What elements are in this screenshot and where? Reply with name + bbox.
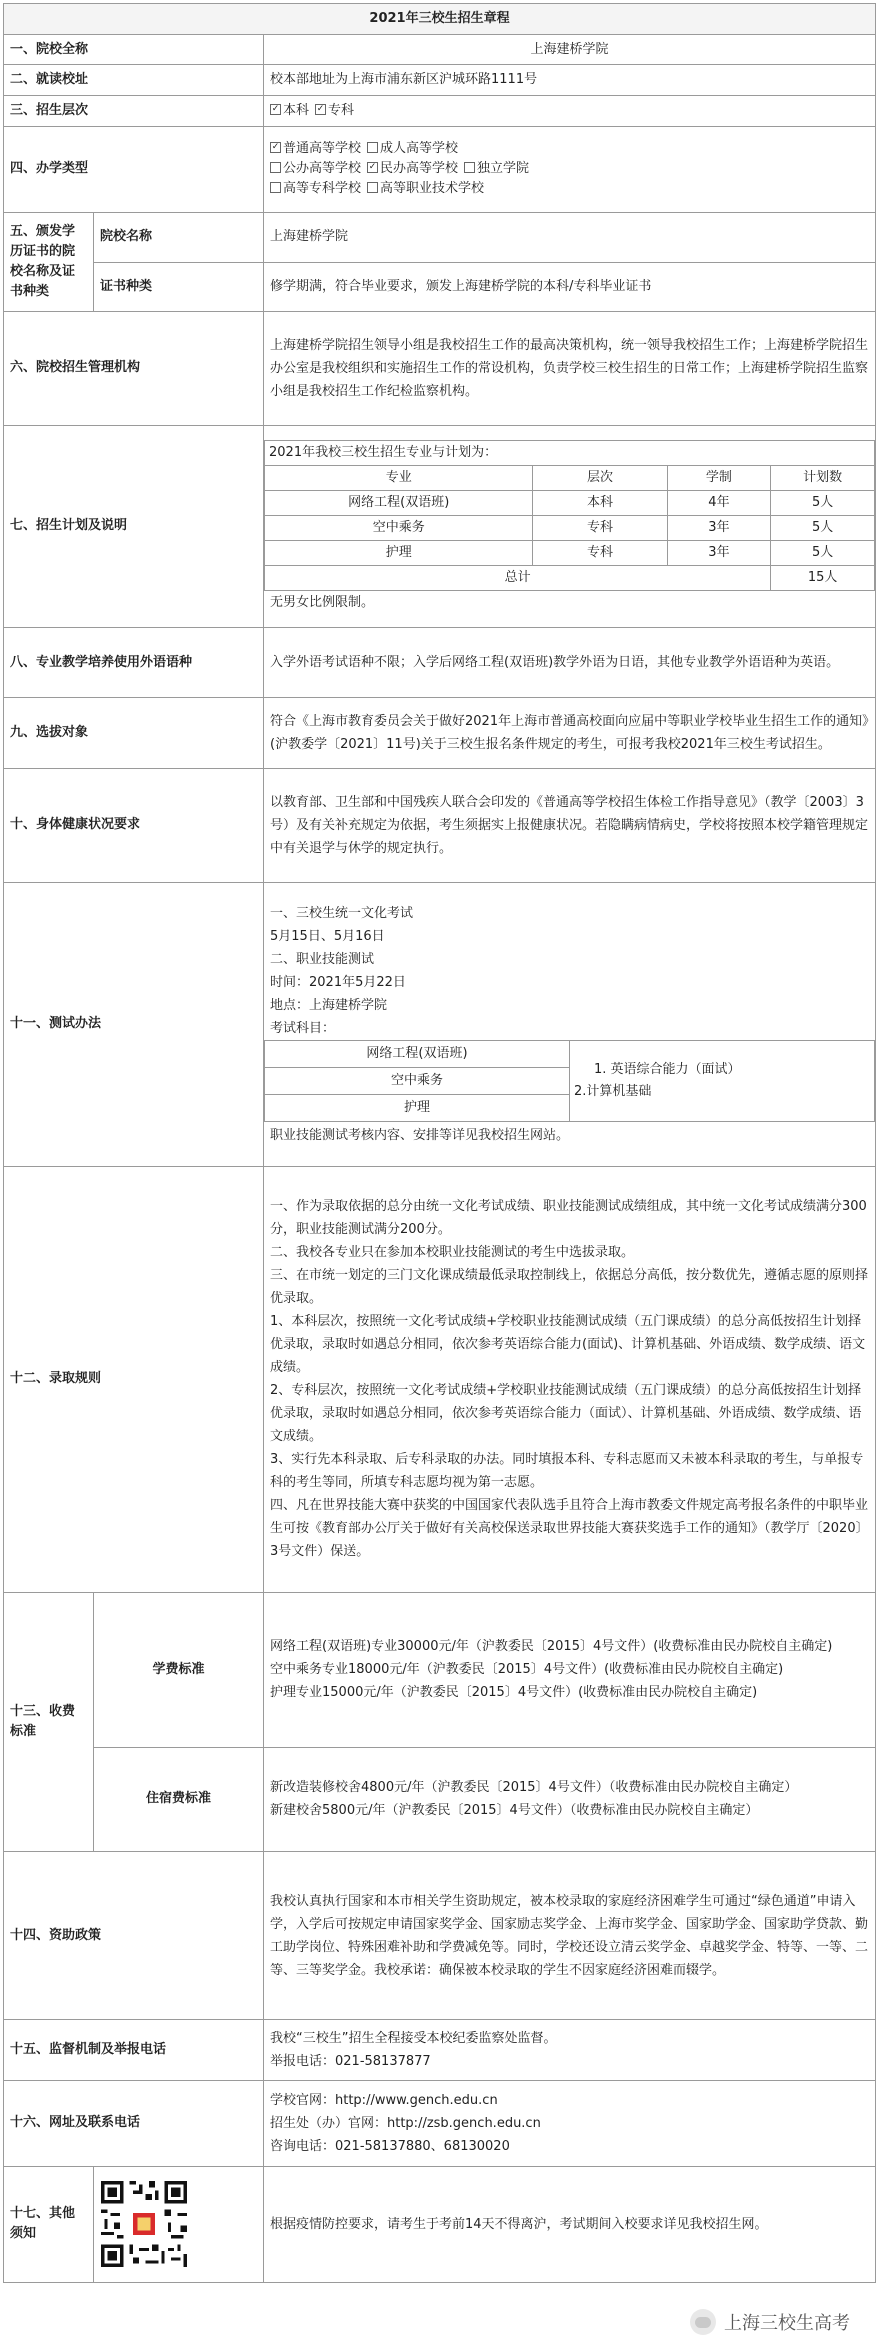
row-enrollment-level — [4, 96, 876, 127]
option-label: 高等职业技术学校 — [380, 181, 485, 197]
consult-phone: 咨询电话：021-58137880、68130020 — [270, 2138, 510, 2154]
fee-line: 护理专业15000元/年（沪教委民〔2015〕4号文件）(收费标准由民办院校自主确定) — [270, 1685, 758, 1701]
test-line: 一、三校生统一文化考试 — [270, 905, 414, 921]
row-financial-aid — [4, 1852, 876, 2020]
row-label: 三、招生层次 — [4, 96, 264, 127]
lodging-line: 新改造装修校舍4800元/年（沪教委民〔2015〕4号文件）（收费标准由民办院校自主确定） — [270, 1780, 798, 1796]
row-health-requirement — [4, 768, 876, 882]
checked-box-icon: ✓ — [316, 103, 325, 114]
wechat-icon — [690, 2309, 716, 2335]
row-label: 十三、收费标准 — [4, 1592, 94, 1851]
unchecked-box-icon — [270, 162, 281, 173]
option-label: 独立学院 — [477, 161, 530, 177]
plan-total-label: 总计 — [265, 565, 771, 590]
checked-box-icon: ✓ — [368, 162, 377, 173]
row-contact — [4, 2080, 876, 2166]
subject-major: 网络工程(双语班) — [265, 1040, 570, 1067]
unchecked-box-icon — [367, 142, 378, 153]
row-label: 十四、资助政策 — [4, 1852, 264, 2020]
watermark-text: 上海三校生高考 — [724, 2313, 850, 2334]
sub-label: 学费标准 — [94, 1592, 264, 1747]
plan-header: 计划数 — [771, 465, 875, 490]
plan-count: 5人 — [771, 490, 875, 515]
row-label: 七、招生计划及说明 — [4, 425, 264, 627]
row-supervision — [4, 2020, 876, 2080]
unchecked-box-icon — [464, 162, 475, 173]
rule-paragraph: 二、我校各专业只在参加本校职业技能测试的考生中选拔录取。 — [270, 1245, 635, 1261]
financial-aid-text: 我校认真执行国家和本市相关学生资助规定，被本校录取的家庭经济困难学生可通过“绿色通道”申请入学，入学后可按规定申请国家奖学金、国家励志奖学金、上海市奖学金、国家助学金、国家助学贷款、勤工助学岗位、特殊困难补助和学费减免等。同时，学校还设立清云奖学金、卓越奖学金、特等、一等、二等、三等奖学金。我校承诺：确保被本校录取的学生不因家庭经济困难而辍学。 — [270, 1893, 869, 1978]
row-label: 十、身体健康状况要求 — [4, 768, 264, 882]
plan-major: 网络工程(双语班) — [265, 490, 533, 515]
checkbox-option — [367, 141, 458, 156]
row-admission-rules — [4, 1166, 876, 1592]
option-label: 公办高等学校 — [283, 161, 362, 177]
foreign-language-text: 入学外语考试语种不限；入学后网络工程(双语班)教学外语为日语，其他专业教学外语语种为英语。 — [270, 655, 840, 671]
row-campus-address — [4, 65, 876, 96]
certificate-school-value: 上海建桥学院 — [264, 213, 876, 262]
plan-count: 5人 — [771, 540, 875, 565]
checked-box-icon: ✓ — [271, 103, 280, 114]
rule-paragraph: 三、在市统一划定的三门文化课成绩最低录取控制线上，依据总分高低，按分数优先，遵循志愿的原则择优录取。 — [270, 1268, 869, 1307]
option-label: 专科 — [328, 102, 355, 118]
rule-paragraph: 一、作为录取依据的总分由统一文化考试成绩、职业技能测试成绩组成，其中统一文化考试成绩满分300分，职业技能测试满分200分。 — [270, 1199, 867, 1238]
plan-level: 本科 — [533, 490, 667, 515]
eligible-applicants-text: 符合《上海市教育委员会关于做好2021年上海市普通高校面向应届中等职业学校毕业生招生工作的通知》(沪教委学〔2021〕11号)关于三校生报名条件规定的考生，可报考我校2021年三校生考试招生。 — [270, 714, 869, 753]
table-title: 2021年三校生招生章程 — [4, 4, 876, 35]
checkbox-option — [270, 141, 361, 156]
sub-label: 住宿费标准 — [94, 1747, 264, 1852]
row-admission-office — [4, 312, 876, 426]
unchecked-box-icon — [270, 182, 281, 193]
lodging-line: 新建校舍5800元/年（沪教委民〔2015〕4号文件）（收费标准由民办院校自主确定） — [270, 1803, 759, 1819]
plan-count: 5人 — [771, 515, 875, 540]
option-label: 成人高等学校 — [380, 141, 459, 157]
plan-major: 护理 — [265, 540, 533, 565]
checkbox-option — [270, 161, 361, 176]
test-line: 时间：2021年5月22日 — [270, 974, 406, 990]
plan-header: 专业 — [265, 465, 533, 490]
type-line-3 — [270, 179, 869, 199]
fee-line: 网络工程(双语班)专业30000元/年（沪教委民〔2015〕4号文件）(收费标准由民办院校自主确定) — [270, 1639, 833, 1655]
plan-level: 专科 — [533, 540, 667, 565]
rule-paragraph: 四、凡在世界技能大赛中获奖的中国国家代表队选手且符合上海市教委文件规定高考报名条件的中职毕业生可按《教育部办公厅关于做好有关高校保送录取世界技能大赛获奖选手工作的通知》（教学厅〔2020〕3号文件）保送。 — [270, 1498, 869, 1560]
subject-major: 护理 — [265, 1094, 570, 1121]
plan-row — [265, 515, 875, 540]
row-label: 十二、录取规则 — [4, 1166, 264, 1592]
type-line-2 — [270, 159, 869, 179]
subject-major: 空中乘务 — [265, 1067, 570, 1094]
plan-table — [264, 440, 875, 591]
row-school-name — [4, 34, 876, 65]
qr-code-icon[interactable] — [98, 2178, 190, 2270]
row-label: 十一、测试办法 — [4, 882, 264, 1166]
plan-major: 空中乘务 — [265, 515, 533, 540]
plan-header: 层次 — [533, 465, 667, 490]
row-label: 十五、监督机制及举报电话 — [4, 2020, 264, 2080]
official-site-link[interactable]: 学校官网：http://www.gench.edu.cn — [270, 2092, 498, 2108]
sub-label: 证书种类 — [94, 262, 264, 311]
rule-paragraph: 2、专科层次，按照统一文化考试成绩+学校职业技能测试成绩（五门课成绩）的总分高低按招生计划择优录取，录取时如遇总分相同，依次参考英语综合能力（面试）、计算机基础、外语成绩、数学成绩、语文成绩。 — [270, 1383, 862, 1445]
row-label: 十六、网址及联系电话 — [4, 2080, 264, 2166]
row-label: 十七、其他须知 — [4, 2166, 94, 2282]
subject-table — [264, 1040, 875, 1122]
plan-title: 2021年我校三校生招生专业与计划为： — [265, 440, 875, 465]
school-name-value: 上海建桥学院 — [264, 34, 876, 65]
option-label: 高等专科学校 — [283, 181, 362, 197]
plan-level: 专科 — [533, 515, 667, 540]
subject-content — [570, 1040, 875, 1121]
plan-row — [265, 540, 875, 565]
subject-content-2: 2.计算机基础 — [574, 1083, 652, 1099]
plan-years: 3年 — [667, 515, 771, 540]
test-line: 考试科目： — [270, 1020, 336, 1036]
type-line-1 — [270, 139, 869, 159]
row-eligible-applicants — [4, 698, 876, 768]
checkbox-option — [270, 181, 361, 196]
school-type-options — [264, 126, 876, 212]
campus-address-value: 校本部地址为上海市浦东新区沪城环路1111号 — [264, 65, 876, 96]
row-school-type — [4, 126, 876, 212]
report-phone: 举报电话：021-58137877 — [270, 2053, 431, 2069]
account-watermark — [690, 2309, 850, 2335]
test-line: 5月15日、5月16日 — [270, 928, 385, 944]
admission-office-text: 上海建桥学院招生领导小组是我校招生工作的最高决策机构，统一领导我校招生工作；上海建桥学院招生办公室是我校组织和实施招生工作的常设机构，负责学校三校生招生的日常工作；上海建桥学院招生监察小组是我校招生工作纪检监察机构。 — [270, 337, 869, 399]
row-test-method — [4, 882, 876, 1166]
sub-label: 院校名称 — [94, 213, 264, 262]
test-line: 地点：上海建桥学院 — [270, 997, 388, 1013]
admission-site-link[interactable]: 招生处（办）官网：http://zsb.gench.edu.cn — [270, 2115, 541, 2131]
row-tuition — [4, 1592, 876, 1747]
unchecked-box-icon — [367, 182, 378, 193]
row-certificate-school — [4, 213, 876, 262]
checkbox-option — [315, 103, 354, 118]
rule-paragraph: 3、实行先本科录取、后专科录取的办法。同时填报本科、专科志愿而又未被本科录取的考生，与单报专科的考生等同，所填专科志愿均视为第一志愿。 — [270, 1452, 864, 1491]
checkbox-option — [367, 161, 458, 176]
certificate-type-value: 修学期满，符合毕业要求，颁发上海建桥学院的本科/专科毕业证书 — [264, 262, 876, 311]
plan-years: 3年 — [667, 540, 771, 565]
option-label: 普通高等学校 — [283, 141, 362, 157]
rule-paragraph: 1、本科层次，按照统一文化考试成绩+学校职业技能测试成绩（五门课成绩）的总分高低按招生计划择优录取，录取时如遇总分相同，依次参考英语综合能力(面试)、计算机基础、外语成绩、数学成绩、语文成绩。 — [270, 1314, 866, 1376]
qr-cell — [94, 2166, 264, 2282]
checkbox-option — [367, 181, 484, 196]
row-label: 六、院校招生管理机构 — [4, 312, 264, 426]
test-line: 二、职业技能测试 — [270, 951, 375, 967]
row-label: 八、专业教学培养使用外语语种 — [4, 627, 264, 697]
fee-line: 空中乘务专业18000元/年（沪教委民〔2015〕4号文件）(收费标准由民办院校自主确定) — [270, 1662, 784, 1678]
row-label: 四、办学类型 — [4, 126, 264, 212]
plan-years: 4年 — [667, 490, 771, 515]
row-label: 五、颁发学历证书的院校名称及证书种类 — [4, 213, 94, 312]
checkbox-option — [464, 161, 529, 176]
checkbox-option — [270, 103, 309, 118]
charter-table — [3, 3, 876, 2283]
row-label: 九、选拔对象 — [4, 698, 264, 768]
plan-total: 15人 — [771, 565, 875, 590]
row-enrollment-plan — [4, 425, 876, 627]
test-footer: 职业技能测试考核内容、安排等详见我校招生网站。 — [270, 1127, 570, 1143]
plan-header: 学制 — [667, 465, 771, 490]
row-label: 二、就读校址 — [4, 65, 264, 96]
row-other-notes — [4, 2166, 876, 2282]
level-options — [264, 96, 876, 127]
health-requirement-text: 以教育部、卫生部和中国残疾人联合会印发的《普通高等学校招生体检工作指导意见》（教学〔2003〕3号）及有关补充规定为依据，考生须据实上报健康状况。若隐瞒病情病史，学校将按照本校学籍管理规定中有关退学与休学的规定执行。 — [270, 794, 869, 856]
option-label: 本科 — [283, 102, 310, 118]
checked-box-icon: ✓ — [271, 142, 280, 153]
plan-note: 无男女比例限制。 — [270, 594, 375, 610]
other-notes-text: 根据疫情防控要求，请考生于考前14天不得离沪，考试期间入校要求详见我校招生网。 — [270, 2216, 768, 2232]
supervision-line: 我校“三校生”招生全程接受本校纪委监察处监督。 — [270, 2030, 557, 2046]
option-label: 民办高等学校 — [380, 161, 459, 177]
subject-content-1: 1. 英语综合能力（面试） — [594, 1061, 741, 1077]
row-certificate-type — [4, 262, 876, 311]
row-label: 一、院校全称 — [4, 34, 264, 65]
plan-row — [265, 490, 875, 515]
row-lodging — [4, 1747, 876, 1852]
row-foreign-language — [4, 627, 876, 697]
